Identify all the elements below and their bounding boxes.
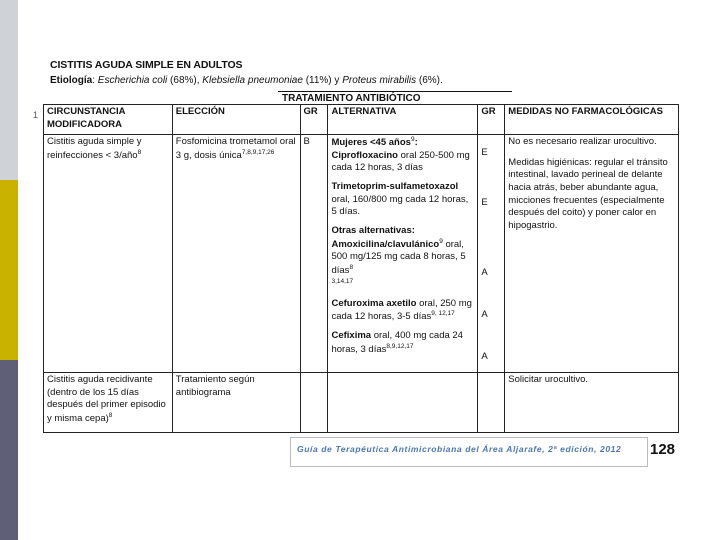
row1-circumstance-sup: 8 [137,148,142,156]
alt4-sup: 9, 12,17 [431,310,455,318]
row2-circumstance-text: Cistitis aguda recidivante (dentro de los 15 días después del primer episodio y misma cepa) [47,374,166,425]
grade-item: E [481,197,488,208]
alt-block-3 [331,225,474,292]
alt4-text: oral, 250 mg cada 12 horas, 3-5 días [331,297,472,323]
etiology-line: Etiología: Escherichia coli (68%), Klebsiella pneumoniae (11%) y Proteus mirabilis (6%). [50,75,443,86]
grade-item: A [481,267,488,278]
row1-grade-2 [478,135,505,373]
alt3-sup-2: 8 [349,263,354,271]
row2-choice: Tratamiento según antibiograma [172,373,300,433]
alt1-sup: 9 [410,136,415,143]
row1-choice-sup: 7,8,9,17,26 [241,148,275,156]
treatment-header [278,91,512,104]
header-choice: ELECCIÓN [172,105,300,135]
alt1-drug: Ciprofloxacino [331,149,398,161]
alt-block-4 [331,298,474,324]
etiology-organism-1: Escherichia coli [97,75,168,86]
row1-circumstance-text: Cistitis aguda simple y reinfecciones < 3/año [47,136,142,161]
etiology-organism-3: Proteus mirabilis [342,75,417,86]
row1-measures [505,135,679,373]
row1-alternative [328,135,478,373]
alt1-text: oral 250-500 mg cada 12 horas, 3 días [331,149,470,174]
alt5-sup: 8,9,12,17 [386,342,414,350]
row2-circumstance [44,373,173,433]
row2-circumstance-sup: 8 [108,411,113,419]
row1-circumstance [44,135,173,373]
etiology-organism-2: Klebsiella pneumoniae [202,75,303,86]
header-measures: MEDIDAS NO FARMACOLÓGICAS [505,105,679,135]
grade-item: E [481,147,488,158]
row2-alternative [328,373,478,433]
etiology-percent-3: (6%). [416,75,443,86]
etiology-label: Etiología [50,75,93,86]
row1-choice [172,135,300,373]
page-number: 128 [650,441,676,458]
row2-measures: Solicitar urocultivo. [505,373,679,433]
treatment-header-text: TRATAMIENTO ANTIBIÓTICO [282,93,421,104]
etiology-percent-1: (68%), [167,75,203,86]
grade-item: A [481,351,488,362]
side-bar-gray [0,0,18,180]
guide-footer [290,437,648,467]
row1-choice-text: Fosfomicina trometamol oral 3 g, dosis única [175,136,296,161]
row2-grade-1 [300,373,328,433]
table-row [44,135,679,373]
header-grade-2: GR [478,105,505,135]
slide-side-bar [0,0,18,540]
table-header-row [44,105,679,135]
guide-title: Guía de Terapéutica Antimicrobiana del Área Aljarafe, 2ª edición, 2012 [297,444,622,454]
side-bar-yellow [0,180,18,360]
etiology-percent-2: (11%) y [302,75,343,86]
alt3-ref: 3,14,17 [331,277,354,285]
alt3-drug: Amoxicilina/clavulánico [331,238,440,250]
document-title: CISTITIS AGUDA SIMPLE EN ADULTOS [50,59,243,71]
measure-1: No es necesario realizar urocultivo. [508,136,657,147]
alt3-text: oral, 500 mg/125 mg cada 8 horas, 5 días [331,238,466,277]
alt-block-1: Mujeres <45 años$^9$: Ciprofloxacino oral 250-500 mg cada 12 horas, 3 días [331,136,470,174]
table-row [44,373,679,433]
row2-grade-2 [478,373,505,433]
alt2-drug: Trimetoprim-sulfametoxazol [331,181,459,193]
header-grade-1: GR [300,105,328,135]
alt1-heading: Mujeres <45 años [331,137,411,149]
row1-grade-1: B [300,135,328,373]
alt5-drug: Cefixima [331,329,372,341]
alt-block-5 [331,330,474,356]
alt3-sup-1: 9 [439,237,443,245]
side-bar-slate [0,360,18,540]
alt3-title: Otras alternativas: [331,224,415,236]
alt2-text: oral, 160/800 mg cada 12 horas, 5 días. [331,193,469,218]
header-circumstance: CIRCUNSTANCIA MODIFICADORA [44,105,173,135]
header-alternative: ALTERNATIVA [328,105,478,135]
treatment-table [43,104,679,433]
measure-2: Medidas higiénicas: regular el tránsito intestinal, lavado perineal de delante hacia atrás, beber abundante agua, micciones frecuentes (especialmente después del coito) y poner calor en hipogastrio. [508,156,668,231]
alt-block-2 [331,181,474,219]
left-margin-mark: 1 [33,110,39,120]
grade-item: A [481,309,488,320]
alt5-text: oral, 400 mg cada 24 horas, 3 días [331,329,463,355]
alt4-drug: Cefuroxima axetilo [331,297,417,309]
